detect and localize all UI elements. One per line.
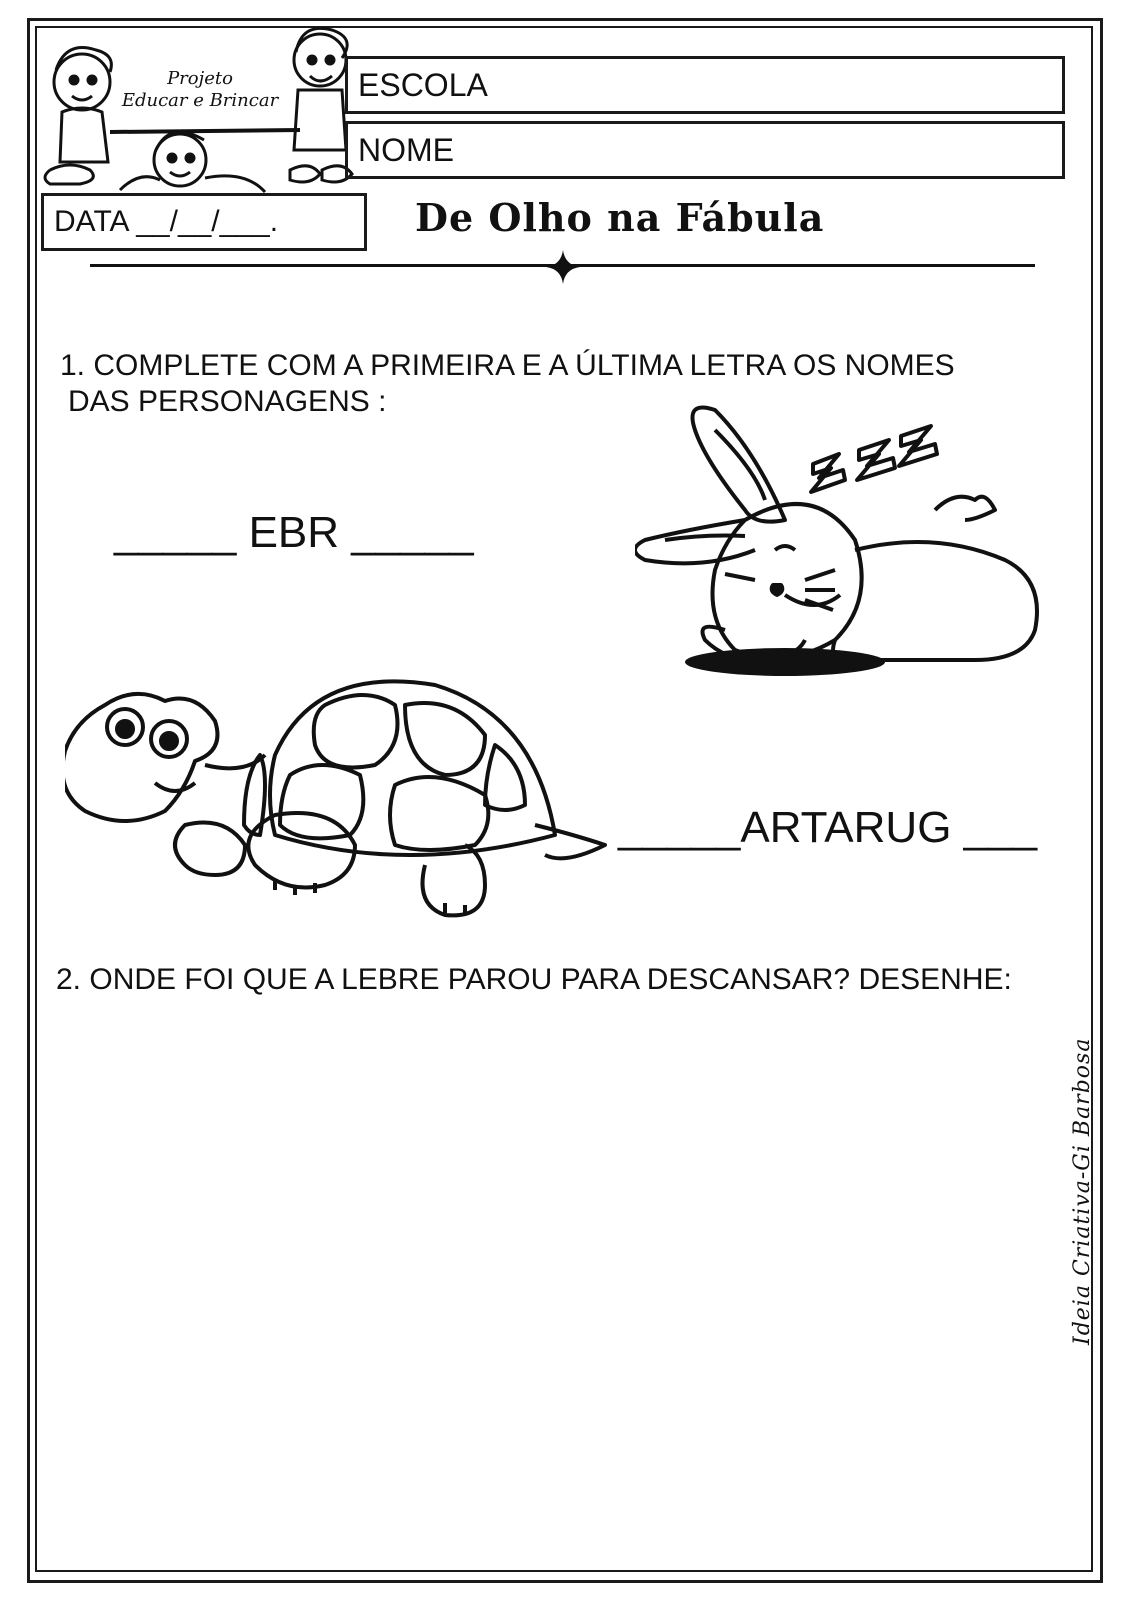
diamond-ornament-icon <box>546 250 580 289</box>
logo-line2: Educar e Brincar <box>121 90 279 111</box>
fill-in-tartaruga[interactable]: _____ARTARUG ___ <box>618 803 1038 852</box>
question2: 2. ONDE FOI QUE A LEBRE PAROU PARA DESCANSAR? DESENHE: <box>56 963 1012 996</box>
logo-text <box>100 68 300 112</box>
question1-line2: DAS PERSONAGENS : <box>68 385 387 418</box>
name-label: NOME <box>358 131 454 168</box>
hare-icon <box>635 400 1045 700</box>
question1-line1: 1. COMPLETE COM A PRIMEIRA E A ÚLTIMA LETRA OS NOMES <box>60 349 955 382</box>
author-credit: Ideia Criativa-Gi Barbosa <box>1070 1037 1095 1345</box>
date-label: DATA __/__/___. <box>54 205 279 238</box>
turtle-illustration <box>65 665 610 935</box>
page-title: De Olho na Fábula <box>415 195 825 240</box>
date-field[interactable] <box>41 193 367 251</box>
logo-illustration <box>40 20 365 200</box>
fill-in-lebre[interactable]: _____ EBR _____ <box>114 508 474 557</box>
sleeping-hare-illustration <box>635 400 1045 705</box>
name-field[interactable] <box>345 121 1065 179</box>
credit-container <box>1070 1037 1131 1369</box>
school-field[interactable] <box>345 56 1065 114</box>
logo-line1: Projeto <box>167 68 233 89</box>
turtle-icon <box>65 665 610 930</box>
school-label: ESCOLA <box>358 66 488 103</box>
